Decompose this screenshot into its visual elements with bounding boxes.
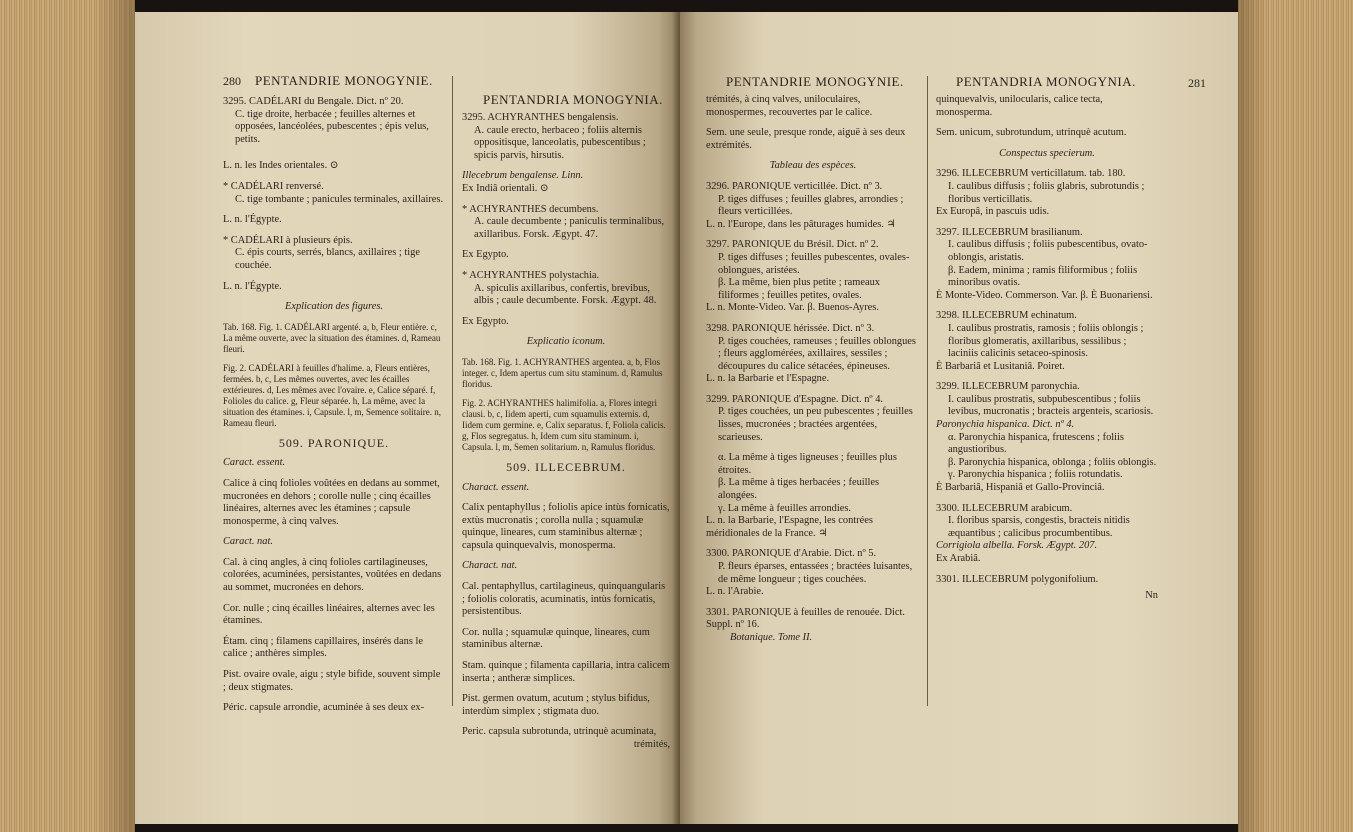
subheading: Caract. essent.: [223, 457, 286, 469]
figure-caption: Fig. 2. CADÉLARI à feuilles d'halime. a, Fleurs entières, fermées. b, c, Les mêmes ouvertes, avec les écailles extérieures. d, Les mêmes avec l'ovaire. e, Calice séparé. f, Folioles du calice. g, Fleur séparée. h, La même, avec la situation des étamines. i, Capsule. l, m, Semence solitaire. n, Rameau fleuri.: [223, 362, 441, 428]
entry-text: C. tige tombante ; panicules terminales, axillaires.: [235, 193, 444, 205]
subheading: Caract. nat.: [223, 536, 273, 548]
entry-heading: 3299. PARONIQUE d'Espagne. Dict. nº 4.: [706, 393, 884, 405]
habitat: L. n. la Barbarie, l'Espagne, les contrées méridionales de la France. ♃: [706, 515, 873, 539]
right-page: [680, 12, 1238, 824]
variety: γ. La même à feuilles arrondies.: [718, 502, 851, 514]
entry-heading: 3295. CADÉLARI du Bengale. Dict. nº 20.: [223, 96, 404, 107]
header-fr-left: PENTANDRIE MONOGYNIE.: [255, 73, 433, 88]
entry-heading: 3301. ILLECEBRUM polygonifolium.: [936, 573, 1099, 585]
figure-caption: Fig. 2. ACHYRANTHES halimifolia. a, Flores integri clausi. b, c, Iidem aperti, cum squamulis externis. d, Iidem cum germine. e, Calix separatus. f, Foliola calicis. g, Flos segregatus. h, Idem cum situ staminum. i, Capsula. l, m, Semen solitarium. n, Ramulus floridus.: [462, 397, 666, 452]
entry-heading: 3297. ILLECEBRUM brasilianum.: [936, 226, 1083, 238]
entry-heading: * CADÉLARI à plusieurs épis.: [223, 234, 353, 246]
page-edges-left: [0, 0, 135, 832]
synonym: Corrigiola albella. Forsk. Ægypt. 207.: [936, 540, 1098, 552]
variety: β. Paronychia hispanica, oblonga ; foliis oblongis.: [948, 456, 1157, 468]
habitat: L. n. l'Égypte.: [223, 280, 282, 292]
habitat: L. n. l'Arabie.: [706, 586, 764, 598]
habitat: È Monte-Video. Commerson. Var. β. È Buonariensi.: [936, 289, 1153, 301]
paragraph: Pist. germen ovatum, acutum ; stylus bifidus, interdùm simplex ; stigmata duo.: [462, 693, 650, 717]
paragraph: Étam. cinq ; filamens capillaires, insérés dans le calice ; anthères simples.: [223, 635, 423, 660]
left-latin-column: [462, 112, 670, 752]
variety: β. La même, bien plus petite ; rameaux filiformes ; feuilles petites, ovales.: [718, 277, 880, 301]
variety: β. La même à tiges herbacées ; feuilles alongées.: [718, 477, 880, 502]
paragraph: Sem. unicum, subrotundum, utrinquè acutum.: [936, 127, 1127, 139]
entry-heading: 3297. PARONIQUE du Brésil. Dict. nº 2.: [706, 239, 879, 251]
figure-caption: Tab. 168. Fig. 1. CADÉLARI argenté. a, b, Fleur entière. c, La même ouverte, avec la situation des étamines. d, Rameau fleuri.: [223, 321, 441, 354]
page-edges-right: [1238, 0, 1353, 832]
section-heading: Conspectus specierum.: [999, 147, 1095, 159]
genus-title: 509. PARONIQUE.: [278, 435, 390, 450]
entry-text: P. tiges diffuses ; feuilles glabres, arrondies ; fleurs verticillées.: [718, 193, 904, 218]
genus-title: 509. ILLECEBRUM.: [506, 459, 626, 474]
section-heading: Explicatio iconum.: [526, 336, 606, 348]
page-number-right: 281: [1188, 76, 1206, 90]
entry-text: I. caulibus prostratis, subpubescentibus ; foliis levibus, mucronatis ; bracteis argenteis, scariosis.: [948, 393, 1154, 418]
entry-text: A. caule decumbente ; paniculis terminalibus, axillaribus. Forsk. Ægypt. 47.: [474, 216, 665, 240]
habitat: L. n. Monte-Video. Var. β. Buenos-Ayres.: [706, 302, 879, 314]
paragraph: quinquevalvis, unilocularis, calice tecta, monosperma.: [936, 94, 1103, 118]
signature-mark: Nn: [1145, 590, 1158, 602]
entry-text: I. caulibus diffusis ; foliis pubescentibus, ovato-oblongis, aristatis.: [948, 239, 1148, 263]
entry-text: I. floribus sparsis, congestis, bracteis nitidis æquantibus ; calicibus procumbentibus.: [948, 515, 1130, 539]
entry-heading: * ACHYRANTHES polystachia.: [462, 269, 600, 281]
right-french-column: [706, 94, 920, 645]
habitat: L. n. l'Europe, dans les pâturages humides. ♃: [706, 218, 896, 230]
section-heading: Tableau des espèces.: [769, 160, 857, 172]
entry-heading: 3296. PARONIQUE verticillée. Dict. nº 3.: [706, 180, 883, 192]
paragraph: Peric. capsula subrotunda, utrinquè acuminata,: [462, 726, 657, 738]
header-la-right: PENTANDRIA MONOGYNIA.: [956, 74, 1136, 89]
section-heading: Explication des figures.: [284, 301, 384, 313]
entry-heading: 3300. ILLECEBRUM arabicum.: [936, 502, 1073, 514]
paragraph: Pist. ovaire ovale, aigu ; style bifide, souvent simple ; deux stigmates.: [223, 669, 441, 693]
entry-heading: 3299. ILLECEBRUM paronychia.: [936, 381, 1080, 393]
paragraph: Calice à cinq folioles voûtées en dedans au sommet, mucronées en dehors ; corolle nulle ; cinq écailles linéaires, alternes avec les étamines ; capsule monosperme, à cinq valves.: [223, 477, 440, 527]
entry-text: P. tiges diffuses ; feuilles pubescentes, ovales-oblongues, aristées.: [718, 251, 910, 276]
paragraph: Cal. pentaphyllus, cartilagineus, quinquangularis ; foliolis coloratis, acuminatis, intùs fornicatis, persistentibus.: [462, 581, 666, 618]
variety: β. Eadem, minima ; ramis filiformibus ; foliis minoribus ovatis.: [948, 264, 1138, 289]
figure-caption: Tab. 168. Fig. 1. ACHYRANTHES argentea. a, b, Flos integer. c, Idem apertus cum situ staminum. d, Ramulus floridus.: [462, 356, 663, 389]
entry-text: A. caule erecto, herbaceo ; foliis alternis oppositisque, lanceolatis, pubescentibus ; spicis parvis, hirsutis.: [474, 124, 646, 161]
variety: α. Paronychia hispanica, frutescens ; foliis angustioribus.: [948, 431, 1124, 456]
paragraph: Stam. quinque ; filamenta capillaria, intra calicem inserta ; antheræ simplices.: [462, 660, 670, 684]
entry-heading: 3298. ILLECEBRUM echinatum.: [936, 310, 1077, 322]
entry-heading: * CADÉLARI renversé.: [223, 180, 324, 192]
habitat: L. n. la Barbarie et l'Espagne.: [706, 373, 830, 385]
left-page: [135, 12, 680, 824]
variety: γ. Paronychia hispanica ; foliis rotundatis.: [948, 469, 1123, 481]
entry-heading: 3300. PARONIQUE d'Arabie. Dict. nº 5.: [706, 548, 877, 560]
habitat: Ex Egypto.: [462, 249, 509, 261]
page-number-left: 280: [223, 74, 241, 88]
variety: α. La même à tiges ligneuses ; feuilles plus étroites.: [718, 452, 897, 476]
habitat: Ex Europâ, in pascuis udis.: [936, 206, 1050, 218]
entry-text: C. épis courts, serrés, blancs, axillaires ; tige couchée.: [235, 247, 420, 271]
entry-text: P. tiges couchées, rameuses ; feuilles oblongues ; fleurs agglomérées, axillaires, sessiles ; découpures du calice sétacées, épineuses.: [718, 335, 916, 372]
entry-text: I. caulibus diffusis ; foliis glabris, subrotundis ; floribus verticillatis.: [948, 180, 1145, 205]
entry-heading: * ACHYRANTHES decumbens.: [462, 203, 599, 215]
entry-heading: 3296. ILLECEBRUM verticillatum. tab. 180.: [936, 168, 1126, 180]
habitat: Ex Arabiâ.: [936, 553, 981, 564]
paragraph: Calix pentaphyllus ; foliolis apice intùs fornicatis, extùs mucronatis ; corolla nulla ; squamulæ quinque, lineares, cum staminibus alternæ ; capsula quinquevalvis, monosperma.: [462, 502, 670, 551]
entry-text: P. tiges couchées, un peu pubescentes ; feuilles lisses, mucronées ; bractées argentées, scarieuses.: [718, 406, 913, 443]
signature-line: Botanique. Tome II.: [730, 631, 813, 643]
paragraph: Sem. une seule, presque ronde, aiguë à ses deux extrémités.: [706, 127, 906, 151]
entry-text: C. tige droite, herbacée ; feuilles alternes et opposées, lancéolées, pubescentes ; épis velus, petits.: [235, 108, 429, 145]
header-fr-right: PENTANDRIE MONOGYNIE.: [726, 74, 904, 89]
catchword: trémités,: [633, 739, 670, 750]
entry-text: A. spiculis axillaribus, confertis, brevibus, albis ; caule decumbente. Forsk. Ægypt. 48.: [474, 282, 657, 307]
synonym: Paronychia hispanica. Dict. nº 4.: [936, 419, 1075, 431]
entry-heading: 3295. ACHYRANTHES bengalensis.: [462, 112, 619, 123]
synonym: Illecebrum bengalense. Linn.: [462, 170, 584, 182]
entry-text: I. caulibus prostratis, ramosis ; foliis oblongis ; floribus glomeratis, axillaribus, sessilibus ; laciniis calicinis setaceo-spinosis.: [948, 322, 1144, 360]
paragraph: Cor. nulla ; squamulæ quinque, lineares, cum staminibus alternæ.: [462, 626, 650, 651]
right-latin-column: [936, 94, 1158, 603]
paragraph: trémités, à cinq valves, uniloculaires, monospermes, recouvertes par le calice.: [706, 94, 873, 118]
subheading: Charact. nat.: [462, 560, 518, 572]
habitat: Ex Egypto.: [462, 315, 509, 327]
entry-heading: 3301. PARONIQUE à feuilles de renouée. Dict. Suppl. nº 16.: [706, 606, 906, 631]
header-la-left: PENTANDRIA MONOGYNIA.: [483, 92, 663, 107]
subheading: Charact. essent.: [462, 481, 530, 493]
column-divider-right: [927, 76, 928, 706]
column-divider-left: [452, 76, 453, 706]
paragraph: Cal. à cinq angles, à cinq folioles cartilagineuses, colorées, acuminées, persistantes, voûtées en dedans au sommet, mucronées en dehors.: [223, 556, 442, 594]
habitat: È Barbariâ et Lusitaniâ. Poiret.: [936, 360, 1065, 372]
entry-text: P. fleurs éparses, entassées ; bractées luisantes, de même longueur ; tiges couchées.: [718, 561, 913, 585]
habitat: Ex Indiâ orientali. ⊙: [462, 182, 549, 194]
paragraph: Cor. nulle ; cinq écailles linéaires, alternes avec les étamines.: [223, 602, 435, 627]
habitat: L. n. l'Égypte.: [223, 214, 282, 226]
left-french-column: [223, 96, 445, 715]
paragraph: Péric. capsule arrondie, acuminée à ses deux ex-: [223, 702, 425, 714]
habitat: L. n. les Indes orientales. ⊙: [223, 160, 339, 172]
habitat: È Barbariâ, Hispaniâ et Gallo-Provinciâ.: [936, 482, 1105, 494]
entry-heading: 3298. PARONIQUE hérissée. Dict. nº 3.: [706, 322, 875, 334]
